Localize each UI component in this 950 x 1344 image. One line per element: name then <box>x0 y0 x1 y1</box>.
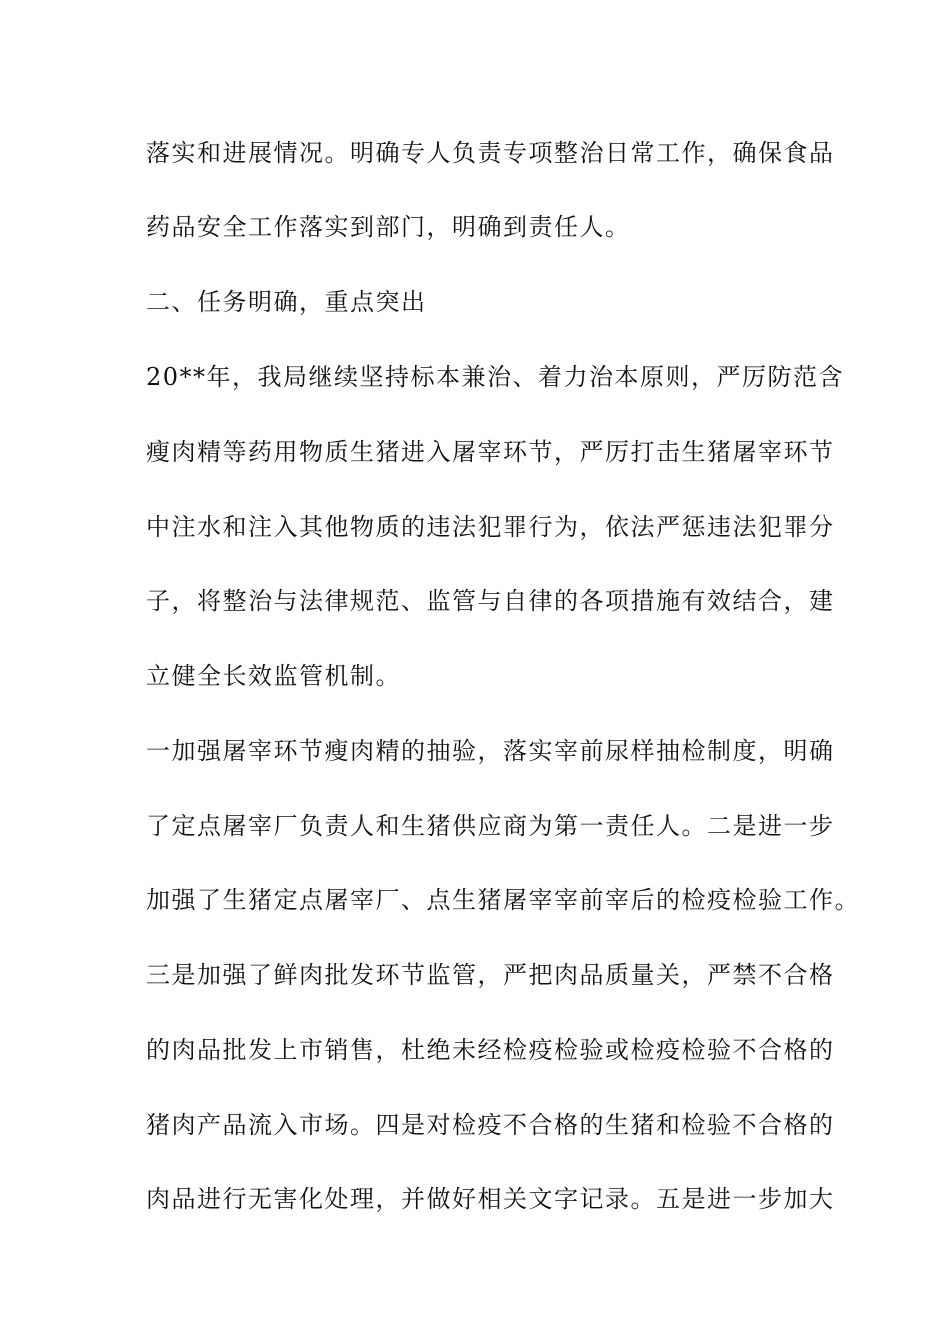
text-line: 三是加强了鲜肉批发环节监管，严把肉品质量关，严禁不合格 <box>146 961 835 989</box>
text-line: 了定点屠宰厂负责人和生猪供应商为第一责任人。二是进一步 <box>146 812 835 840</box>
text-line: 一加强屠宰环节瘦肉精的抽验，落实宰前尿样抽检制度，明确 <box>146 737 835 765</box>
section-heading: 二、任务明确，重点突出 <box>146 288 427 316</box>
text-line: 瘦肉精等药用物质生猪进入屠宰环节，严厉打击生猪屠宰环节 <box>146 438 835 466</box>
text-line: 子，将整治与法律规范、监管与自律的各项措施有效结合，建 <box>146 587 835 615</box>
text-line: 20**年，我局继续坚持标本兼治、着力治本原则，严厉防范含 <box>146 363 845 391</box>
text-line: 加强了生猪定点屠宰厂、点生猪屠宰宰前宰后的检疫检验工作。 <box>146 886 860 914</box>
text-line: 的肉品批发上市销售，杜绝未经检疫检验或检疫检验不合格的 <box>146 1036 835 1064</box>
text-line: 中注水和注入其他物质的违法犯罪行为，依法严惩违法犯罪分 <box>146 513 835 541</box>
text-line: 肉品进行无害化处理，并做好相关文字记录。五是进一步加大 <box>146 1185 835 1213</box>
text-line: 药品安全工作落实到部门，明确到责任人。 <box>146 213 631 241</box>
text-line: 猪肉产品流入市场。四是对检疫不合格的生猪和检验不合格的 <box>146 1111 835 1139</box>
text-line: 落实和进展情况。明确专人负责专项整治日常工作，确保食品 <box>146 139 835 167</box>
text-line: 立健全长效监管机制。 <box>146 662 401 690</box>
